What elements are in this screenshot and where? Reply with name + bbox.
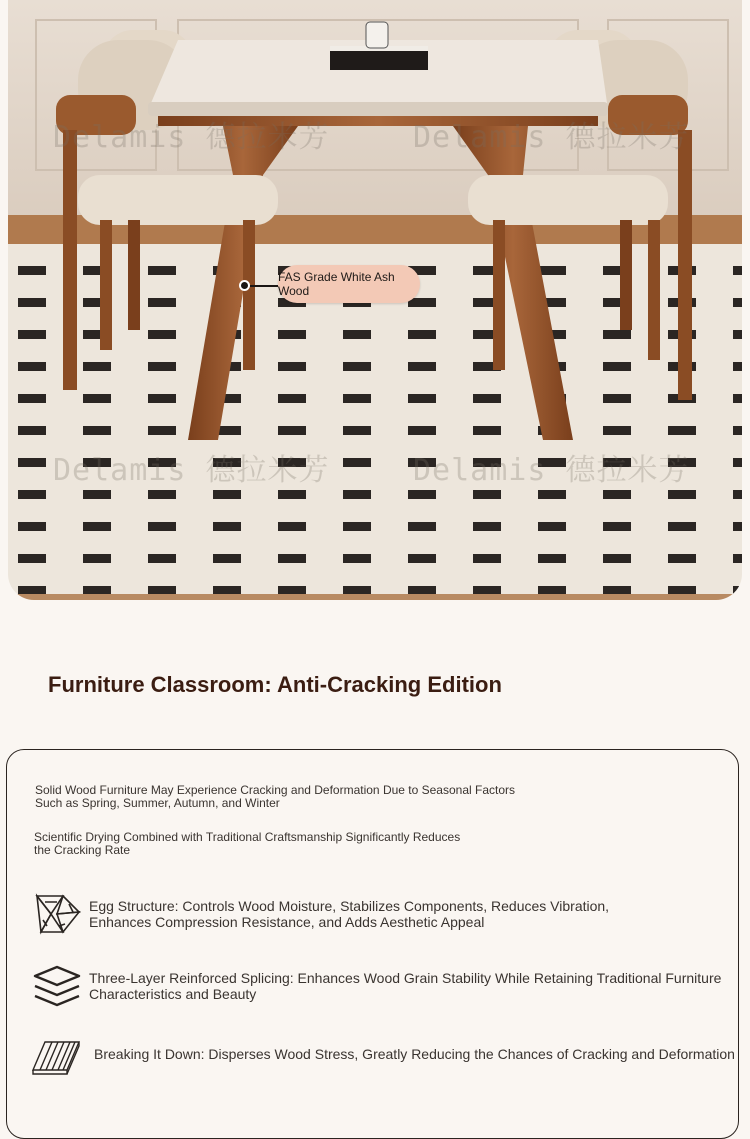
feature-text: Breaking It Down: Disperses Wood Stress, Greatly Reducing the Chances of Cracking and Deformation	[94, 1046, 735, 1062]
watermark: Delamis 德拉米芳	[413, 120, 690, 155]
egg-structure-icon	[33, 892, 83, 936]
watermark: Delamis 德拉米芳	[53, 453, 330, 488]
feature-item	[33, 892, 609, 936]
tag-connector-line	[250, 285, 278, 287]
intro-text: Scientific Drying Combined with Traditional Craftsmanship Significantly Reduces the Cracking Rate	[34, 830, 461, 857]
watermark: Delamis 德拉米芳	[413, 453, 690, 488]
feature-item	[32, 964, 721, 1008]
section-title: Furniture Classroom: Anti-Cracking Edition	[48, 672, 502, 697]
anti-cracking-card	[6, 749, 739, 1139]
intro-text: Solid Wood Furniture May Experience Cracking and Deformation Due to Seasonal Factors Such as Spring, Summer, Autumn, and Winter	[35, 783, 516, 810]
tag-anchor-dot	[239, 280, 250, 291]
wood-planks-icon	[31, 1032, 81, 1076]
watermark: Delamis 德拉米芳	[53, 120, 330, 155]
material-tag: FAS Grade White Ash Wood	[278, 265, 420, 303]
layers-icon	[32, 964, 82, 1008]
feature-text: Three-Layer Reinforced Splicing: Enhances Wood Grain Stability While Retaining Traditional Furniture Characteristics and Beauty	[89, 970, 722, 1002]
feature-text: Egg Structure: Controls Wood Moisture, Stabilizes Components, Reduces Vibration, Enhances Compression Resistance, and Adds Aesthetic Appeal	[89, 898, 610, 930]
feature-item	[31, 1032, 735, 1076]
